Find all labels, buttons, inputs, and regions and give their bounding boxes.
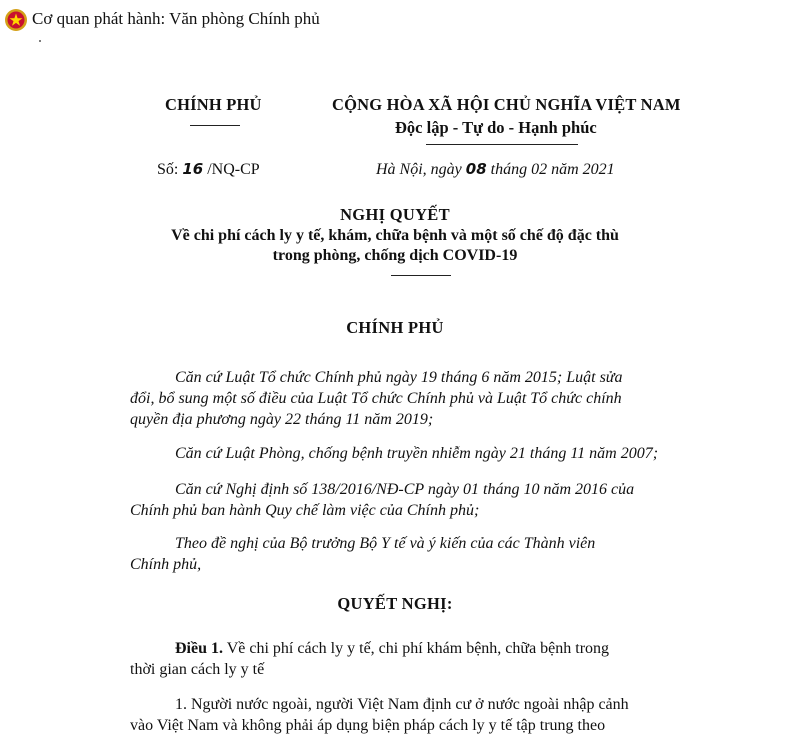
- clause-line: 1. Người nước ngoài, người Việt Nam định cư ở nước ngoài nhập cảnh: [175, 696, 629, 713]
- article-1: [130, 638, 716, 680]
- scan-speck: [39, 40, 41, 42]
- number-value: 16: [182, 160, 204, 178]
- preamble-line: đổi, bổ sung một số điều của Luật Tổ chức Chính phủ và Luật Tổ chức chính: [130, 390, 622, 407]
- national-emblem-icon: [4, 8, 28, 32]
- article-label: Điều 1.: [175, 640, 223, 657]
- national-title: CỘNG HÒA XÃ HỘI CHỦ NGHĨA VIỆT NAM: [332, 95, 681, 114]
- decision-heading: QUYẾT NGHỊ:: [337, 594, 453, 613]
- issuer-bar: [0, 0, 790, 40]
- issuing-agency: CHÍNH PHỦ: [165, 95, 262, 114]
- date-suffix: tháng 02 năm 2021: [490, 161, 615, 178]
- article-title-text: Về chi phí cách ly y tế, chi phí khám bệnh, chữa bệnh trong: [226, 640, 610, 657]
- issuer-text: Cơ quan phát hành: Văn phòng Chính phủ: [32, 9, 320, 28]
- resolution-title: NGHỊ QUYẾT: [340, 205, 450, 224]
- clause-1: [130, 694, 716, 736]
- number-prefix: Số:: [157, 161, 179, 178]
- resolution-subtitle-line-1: Về chi phí cách ly y tế, khám, chữa bệnh và một số chế độ đặc thù: [171, 227, 619, 244]
- preamble-line: Theo đề nghị của Bộ trưởng Bộ Y tế và ý kiến của các Thành viên: [175, 535, 596, 552]
- date-prefix: Hà Nội, ngày: [376, 161, 462, 178]
- title-underline: [391, 275, 451, 276]
- preamble-paragraph-3: [130, 479, 716, 521]
- preamble-line: Căn cứ Luật Tổ chức Chính phủ ngày 19 tháng 6 năm 2015; Luật sửa: [175, 369, 623, 386]
- clause-line: vào Việt Nam và không phải áp dụng biện pháp cách ly y tế tập trung theo: [130, 717, 606, 734]
- preamble-paragraph-4: [130, 533, 716, 575]
- government-heading: CHÍNH PHỦ: [346, 318, 444, 337]
- preamble-paragraph-1: [130, 367, 716, 430]
- preamble-line: Căn cứ Nghị định số 138/2016/NĐ-CP ngày 01 tháng 10 năm 2016 của: [175, 481, 635, 498]
- preamble-line: Chính phủ ban hành Quy chế làm việc của Chính phủ;: [130, 502, 480, 519]
- preamble-line: Chính phủ,: [130, 556, 202, 573]
- motto-underline: [426, 144, 578, 145]
- number-suffix: /NQ-CP: [207, 161, 260, 178]
- article-line: thời gian cách ly y tế: [130, 661, 265, 678]
- preamble-line: quyền địa phương ngày 22 tháng 11 năm 2019;: [130, 411, 434, 428]
- resolution-subtitle-line-2: trong phòng, chống dịch COVID-19: [272, 247, 518, 264]
- document-number: [157, 160, 260, 179]
- preamble-line: Căn cứ Luật Phòng, chống bệnh truyền nhiễm ngày 21 tháng 11 năm 2007;: [175, 445, 659, 462]
- preamble-paragraph-2: [130, 443, 716, 464]
- agency-underline: [190, 125, 240, 126]
- date-day: 08: [465, 160, 487, 178]
- article-line: [130, 638, 716, 659]
- national-motto: Độc lập - Tự do - Hạnh phúc: [395, 118, 597, 137]
- document-date: [376, 160, 615, 179]
